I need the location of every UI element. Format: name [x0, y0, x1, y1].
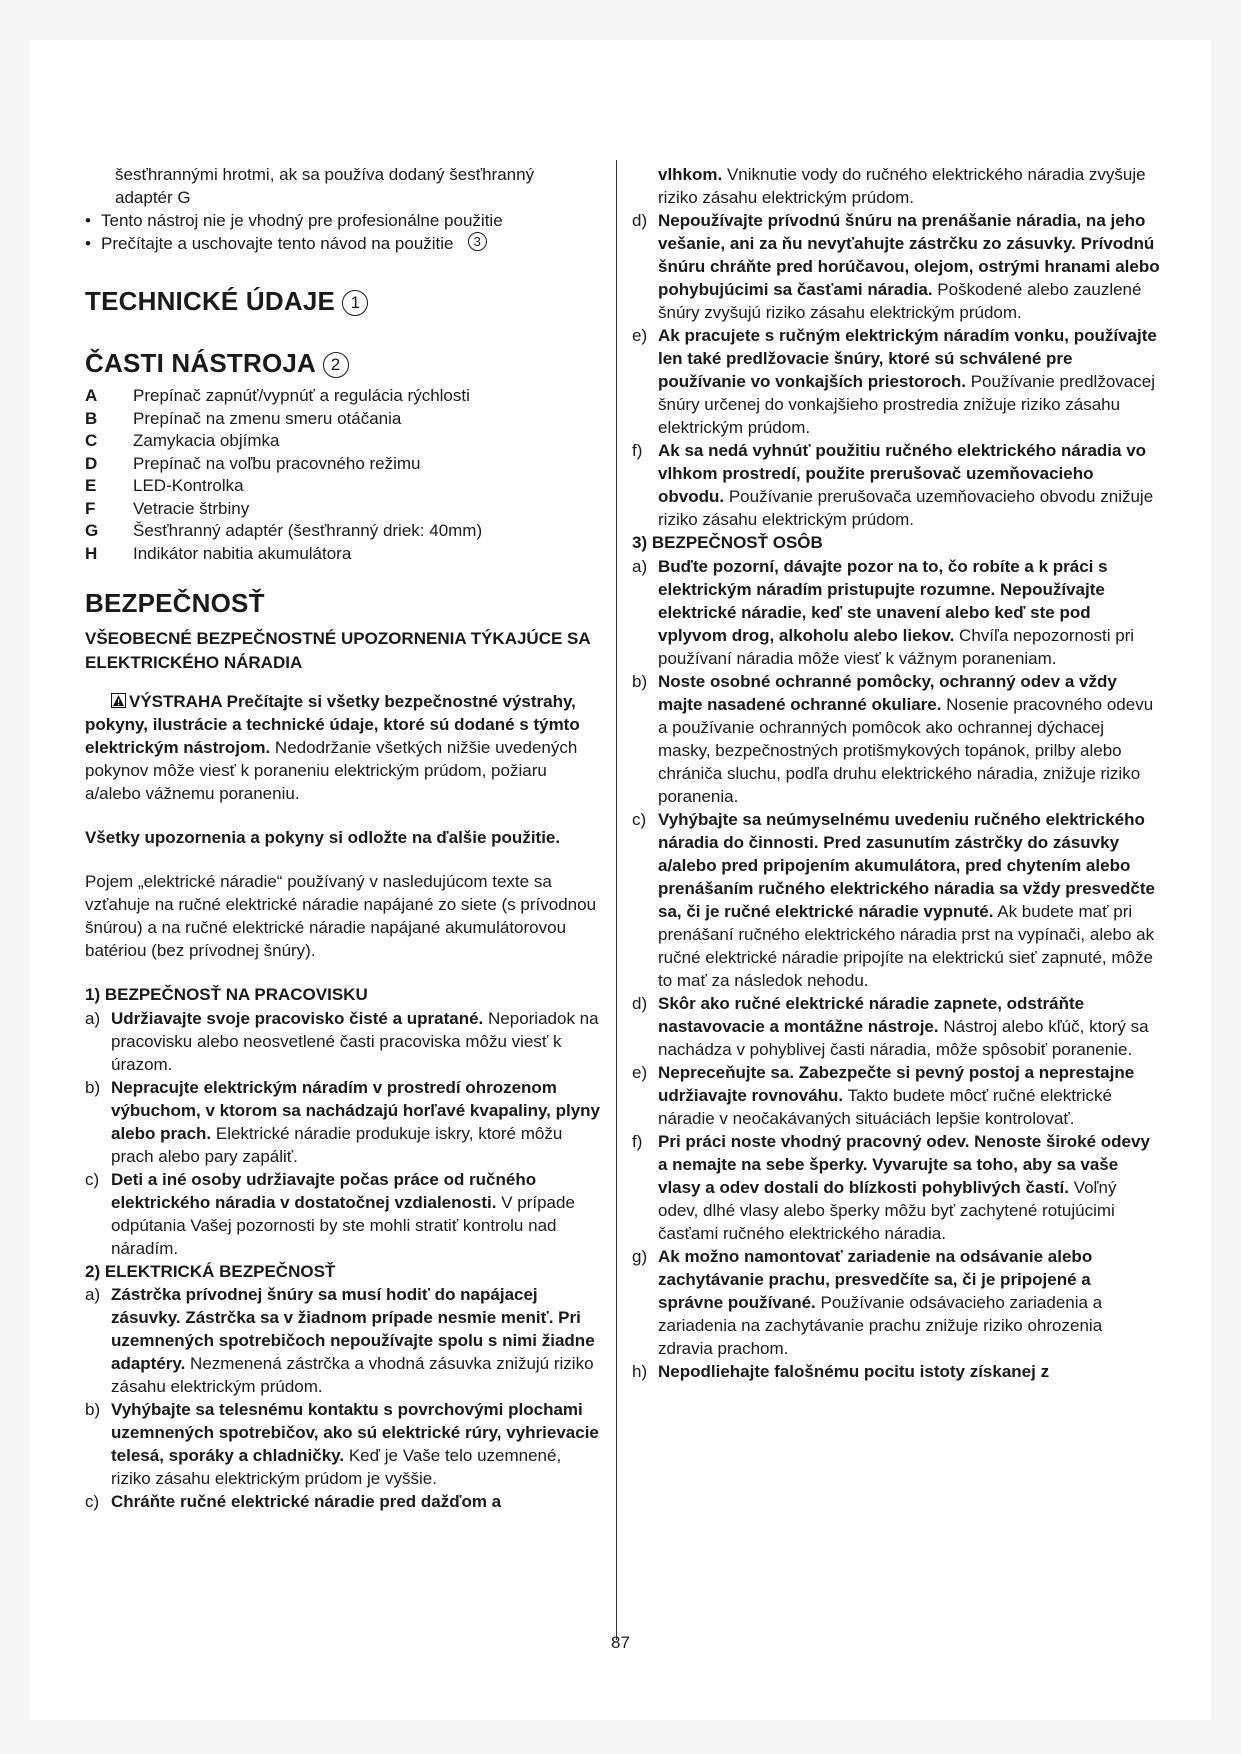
warning-triangle-icon — [111, 693, 126, 708]
item-bold-text: Pri práci noste vhodný pracovný odev. Nenoste široké odevy a nemajte na sebe šperky. Vyvarujte sa toho, aby sa vaše vlasy a odev dostali do blízkosti pohyblivých častí. — [658, 1131, 1150, 1197]
keep-instructions: Všetky upozornenia a pokyny si odložte na ďalšie použitie. — [85, 828, 561, 847]
item-bold-text: Udržiavajte svoje pracovisko čisté a upratané. — [111, 1008, 484, 1028]
part-label: Prepínač zapnúť/vypnúť a regulácia rýchlosti — [133, 386, 470, 405]
part-key: D — [85, 453, 98, 473]
right-column — [632, 163, 1160, 1383]
part-label: Prepínač na zmenu smeru otáčania — [133, 408, 402, 428]
item-bold-text: Ak pracujete s ručným elektrickým náradím vonku, používajte len také predlžovacie šnúry, ktoré sú schválené pre používanie vo vonkajších priestoroch. — [658, 326, 1157, 391]
bullet-text: Prečítajte a uschovajte tento návod na použitie — [101, 234, 454, 253]
part-row — [85, 453, 605, 476]
item-text: Voľný odev, dlhé vlasy alebo šperky môžu byť zachytené rotujúcimi časťami ručného elektrického náradia. — [658, 1177, 1117, 1243]
item-letter: h) — [632, 1361, 648, 1381]
part-key: F — [85, 498, 96, 518]
item-bold-text: Vyhýbajte sa neúmyselnému uvedeniu ručného elektrického náradia do činnosti. Pred zasunutím zástrčky do zásuvky a/alebo pred pripojením akumulátora, pred chytením alebo prenášaním ručného elektrického náradia sa vždy presvedčte sa, či je ručné elektrické náradie vypnuté. — [658, 809, 1155, 921]
part-label: LED-Kontrolka — [133, 476, 244, 495]
subsection-personal-safety: 3) BEZPEČNOSŤ OSÔB — [632, 533, 823, 552]
safety-item — [632, 209, 1160, 324]
parts-list — [85, 385, 605, 565]
subsection-work-area: 1) BEZPEČNOSŤ NA PRACOVISKU — [85, 985, 368, 1004]
part-key: G — [85, 521, 99, 540]
item-letter: a) — [632, 556, 648, 576]
safety-item — [632, 1061, 1160, 1130]
safety-item — [632, 324, 1160, 439]
safety-item — [85, 1490, 605, 1513]
bullet-text: Tento nástroj nie je vhodný pre profesionálne použitie — [101, 211, 503, 230]
general-warnings-heading: VŠEOBECNÉ BEZPEČNOSTNÉ UPOZORNENIA TÝKAJÚCE SA ELEKTRICKÉHO NÁRADIA — [85, 629, 591, 672]
section-heading-safety: BEZPEČNOSŤ — [85, 588, 265, 618]
item-bold-text: Nepodliehajte falošnému pocitu istoty získanej z — [658, 1361, 1050, 1381]
item-letter: d) — [632, 993, 648, 1013]
item-bold-text: Chráňte ručné elektrické náradie pred dažďom a — [111, 1492, 502, 1511]
figure-ref-badge: 2 — [323, 352, 349, 378]
part-key: E — [85, 476, 97, 495]
safety-item — [85, 1168, 605, 1260]
item-text: Nástroj alebo kľúč, ktorý sa nachádza v pohyblivej časti náradia, môže spôsobiť poranenie. — [658, 1016, 1149, 1059]
safety-item — [632, 1130, 1160, 1245]
part-row — [85, 543, 605, 566]
section-heading-technical: TECHNICKÉ ÚDAJE 1 — [85, 285, 605, 317]
item-bold-text: Buďte pozorní, dávajte pozor na to, čo robíte a k práci s elektrickým náradím pristupujte rozumne. Nepoužívajte elektrické náradie, keď ste unavení alebo keď ste pod vplyvom drog, alkoholu alebo liekov. — [658, 556, 1108, 645]
safety-item — [632, 1245, 1160, 1360]
item-text: Ak budete mať pri prenášaní ručného elektrického náradia prst na vypínači, alebo ak ručné elektrické náradie pripojíte na elektrickú sieť zapnuté, môže to mať za následok nehodu. — [658, 901, 1155, 990]
continued-text-2: adaptér G — [115, 188, 191, 207]
item-text: V prípade odpútania Vašej pozornosti by ste mohli stratiť kontrolu nad náradím. — [111, 1192, 575, 1258]
item-text: Keď je Vaše telo uzemnené, riziko zásahu elektrickým prúdom je vyššie. — [111, 1446, 562, 1488]
item-bold-text: Skôr ako ručné elektrické náradie zapnete, odstráňte nastavovacie a montážne nástroje. — [658, 993, 1085, 1036]
warning-paragraph: VÝSTRAHA Prečítajte si všetky bezpečnostné výstrahy, pokyny, ilustrácie a technické údaje, ktoré sú dodané s týmto elektrickým nástrojom. Nedodržanie všetkých nižšie uvedených pokynov môže viesť k poraneniu elektrickým prúdom, požiaru a/alebo vážnemu poraneniu. — [85, 692, 580, 803]
electrical-items-left — [85, 1283, 605, 1513]
item-text: Používanie odsávacieho zariadenia a zariadenia na zachytávanie prachu znižuje riziko ohrozenia zdravia prachom. — [658, 1292, 1103, 1358]
item-text: Poškodené alebo zauzlené šnúry zvyšujú riziko zásahu elektrickým prúdom. — [658, 280, 1142, 322]
column-divider — [616, 160, 617, 1640]
part-row — [85, 520, 605, 543]
part-key: B — [85, 408, 98, 428]
item-letter: e) — [632, 1062, 648, 1082]
item-letter: b) — [85, 1400, 101, 1419]
safety-item — [632, 555, 1160, 670]
item-letter: e) — [632, 326, 648, 345]
safety-item — [632, 992, 1160, 1061]
electrical-items-right — [632, 209, 1160, 531]
part-label: Zamykacia objímka — [133, 431, 280, 450]
bullet-item: • Tento nástroj nie je vhodný pre profesionálne použitie — [85, 211, 503, 230]
item-bold-text: Noste osobné ochranné pomôcky, ochranný odev a vždy majte nasadené ochranné okuliare. — [658, 671, 1117, 714]
item-bold-text: Nepreceňujte sa. Zabezpečte si pevný postoj a neprestajne udržiavajte rovnováhu. — [658, 1062, 1135, 1105]
part-key: C — [85, 431, 98, 450]
safety-item — [632, 670, 1160, 808]
item-letter: d) — [632, 211, 648, 230]
item-letter: c) — [632, 809, 647, 829]
part-row — [85, 430, 605, 453]
item-letter: f) — [632, 441, 643, 460]
item-text: Nezmenená zástrčka a vhodná zásuvka znižujú riziko zásahu elektrickým prúdom. — [111, 1354, 594, 1396]
item-letter: a) — [85, 1285, 101, 1304]
part-row — [85, 408, 605, 431]
safety-item — [632, 1360, 1160, 1383]
safety-item — [632, 439, 1160, 531]
safety-item — [85, 1398, 605, 1490]
item-bold-text: Zástrčka prívodnej šnúry sa musí hodiť do napájacej zásuvky. Zástrčka sa v žiadnom prípade nesmie meniť. Pri uzemnených spotrebičoch nepoužívajte spolu s nimi žiadne adaptéry. — [111, 1285, 595, 1373]
item-letter: a) — [85, 1008, 101, 1028]
item-letter: c) — [85, 1492, 100, 1511]
safety-item — [632, 808, 1160, 992]
item-bold-text: Ak možno namontovať zariadenie na odsávanie alebo zachytávanie prachu, presvedčíte sa, či je pripojené a správne používané. — [658, 1246, 1093, 1312]
item-text: Takto budete môcť ručné elektrické náradie v neočakávaných situáciách lepšie kontrolovať. — [658, 1085, 1112, 1128]
work-area-items — [85, 1007, 605, 1260]
part-label: Indikátor nabitia akumulátora — [133, 543, 352, 563]
bullet-item: • Prečítajte a uschovajte tento návod na použitie 3 — [85, 232, 605, 255]
item-letter: b) — [632, 671, 648, 691]
page-number: 87 — [611, 1633, 630, 1652]
subsection-electrical: 2) ELEKTRICKÁ BEZPEČNOSŤ — [85, 1261, 336, 1281]
part-key: A — [85, 386, 98, 405]
item-bold-text: Nepoužívajte prívodnú šnúru na prenášanie náradia, na jeho vešanie, ani za ňu nevyťahujte zástrčku zo zásuvky. Prívodnú šnúru chráňte pred horúčavou, olejom, ostrými hranami alebo pohybujúcimi sa časťami náradia. — [658, 211, 1160, 299]
continued-text-1: šesťhrannými hrotmi, ak sa používa dodaný šesťhranný — [115, 165, 535, 184]
item-text: Nosenie pracovného odevu a používanie ochranných pomôcok ako ochrannej dýchacej masky, bezpečnostných protišmykových topánok, prilby alebo chrániča sluchu, podľa druhu elektrického náradia, znižuje riziko poranenia. — [658, 694, 1154, 806]
safety-item — [85, 1007, 605, 1076]
item-letter: f) — [632, 1131, 643, 1151]
safety-item — [85, 1283, 605, 1398]
item-letter: g) — [632, 1246, 648, 1266]
item-letter: b) — [85, 1077, 101, 1097]
item-letter: c) — [85, 1169, 100, 1189]
item-bold-text: Ak sa nedá vyhnúť použitiu ručného elektrického náradia vo vlhkom prostredí, použite prerušovač uzemňovacieho obvodu. — [658, 441, 1147, 506]
part-key: H — [85, 543, 98, 563]
part-row — [85, 385, 605, 408]
part-label: Šesťhranný adaptér (šesťhranný driek: 40mm) — [133, 521, 483, 540]
figure-ref-badge: 3 — [468, 232, 487, 251]
figure-ref-badge: 1 — [342, 290, 368, 316]
safety-item — [85, 1076, 605, 1168]
item-text: Používanie prerušovača uzemňovacieho obvodu znižuje riziko zásahu elektrickým prúdom. — [658, 487, 1154, 529]
item-text: Chvíľa nepozornosti pri používaní náradia môže viesť k vážnym poraneniam. — [658, 625, 1135, 668]
personal-safety-items — [632, 555, 1160, 1383]
part-row — [85, 498, 605, 521]
left-column — [85, 163, 605, 1513]
item-text: Používanie predlžovacej šnúry určenej do vonkajšieho prostredia znižuje riziko zásahu elektrickým prúdom. — [658, 372, 1155, 437]
section-heading-parts: ČASTI NÁSTROJA 2 — [85, 347, 605, 379]
item-text: Elektrické náradie produkuje iskry, ktoré môžu prach alebo pary zapáliť. — [111, 1123, 563, 1166]
continued-item: vlhkom. Vniknutie vody do ručného elektrického náradia zvyšuje riziko zásahu elektrickým prúdom. — [658, 165, 1146, 207]
item-bold-text: Deti a iné osoby udržiavajte počas práce od ručného elektrického náradia v dostatočnej vzdialenosti. — [111, 1169, 537, 1212]
part-row — [85, 475, 605, 498]
part-label: Prepínač na voľbu pracovného režimu — [133, 453, 421, 473]
part-label: Vetracie štrbiny — [133, 498, 250, 518]
term-definition: Pojem „elektrické náradie“ používaný v nasledujúcom texte sa vzťahuje na ručné elektrické náradie napájané zo siete (s prívodnou šnúrou) a na ručné elektrické náradie napájané akumulátorovou batériou (bez prívodnej šnúry). — [85, 872, 597, 960]
item-bold-text: Vyhýbajte sa telesnému kontaktu s povrchovými plochami uzemnených spotrebičov, ako sú elektrické rúry, vyhrievacie telesá, sporáky a chladničky. — [111, 1400, 599, 1465]
item-text: Neporiadok na pracovisku alebo neosvetlené časti pracoviska môžu viesť k úrazom. — [111, 1008, 599, 1074]
item-bold-text: Nepracujte elektrickým náradím v prostredí ohrozenom výbuchom, v ktorom sa nachádzajú horľavé kvapaliny, plyny alebo prach. — [111, 1077, 601, 1143]
